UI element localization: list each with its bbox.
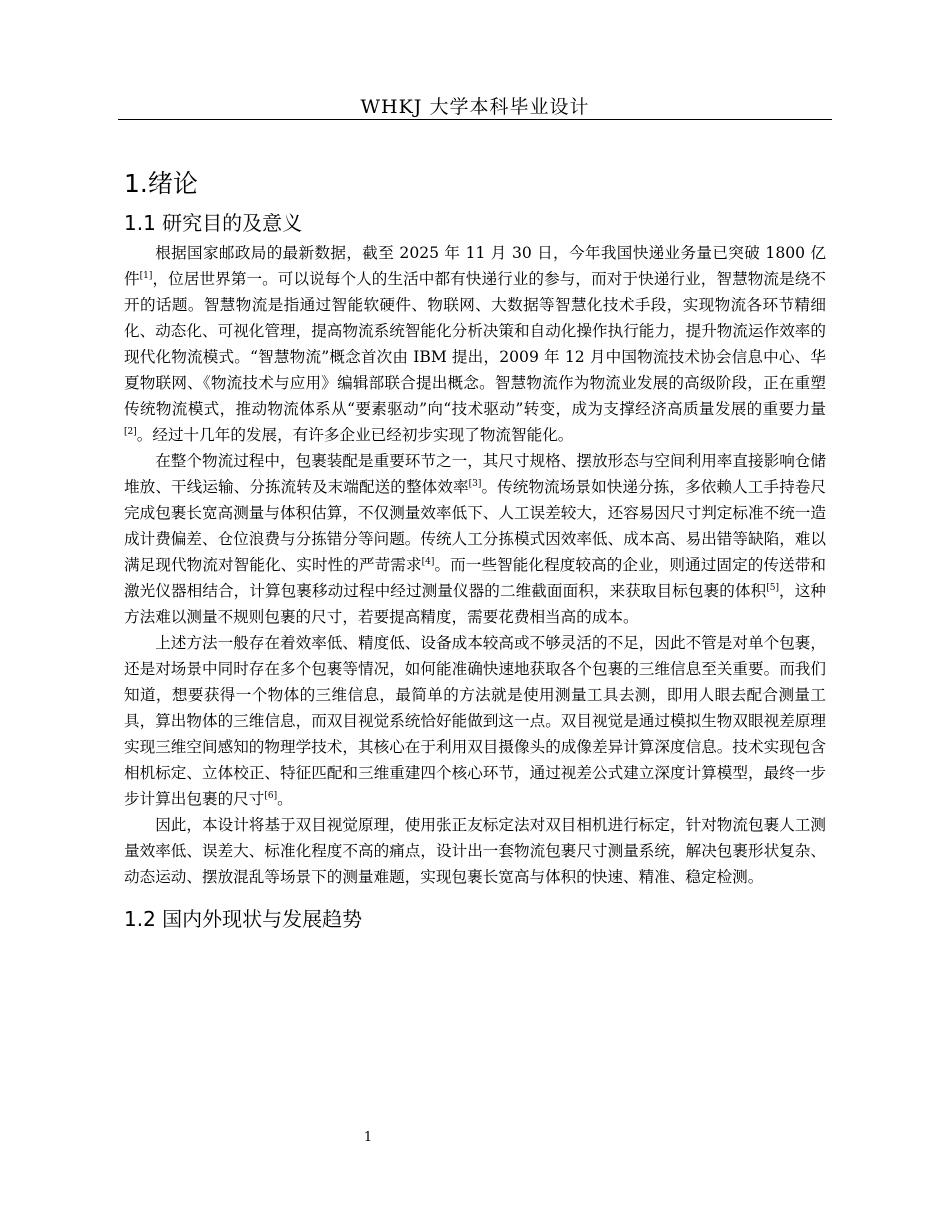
- citation-marker: [1]: [139, 270, 153, 281]
- citation-marker: [5]: [766, 582, 779, 593]
- chapter-title: 1.绪论: [124, 169, 198, 198]
- paragraph-text: 。经过十几年的发展，有许多企业已经初步实现了物流智能化。: [136, 426, 574, 444]
- citation-marker: [6]: [264, 790, 278, 801]
- body-paragraph: [124, 812, 826, 890]
- paragraph-text: 。传统物流场景如快递分拣，多依赖人工手持卷尺完成包裹长宽高测量与体积估算，不仅测量效率低下、人工误差较大，还容易因尺寸判定标准不统一造成计费偏差、仓位浪费与分拣错分等问题。传统人工分拣模式因效率低、成本高、易出错等缺陷，难以满足现代物流对智能化、实时性的严苛需求: [124, 478, 826, 574]
- paragraph-text: 根据国家邮政局的最新数据，截至 2025 年 11 月 30 日，今年我国快递业务量已突破 1800 亿件: [124, 244, 826, 288]
- body-paragraph: [124, 448, 826, 630]
- paragraph-text: 。: [277, 790, 293, 808]
- paragraph-text: 在整个物流过程中，包裹装配是重要环节之一，其尺寸规格、摆放形态与空间利用率直接影响仓储堆放、干线运输、分拣流转及末端配送的整体效率: [124, 452, 826, 496]
- section-1-1-paragraphs: [124, 240, 826, 890]
- body-paragraph: [124, 240, 826, 448]
- body-paragraph: [124, 630, 826, 812]
- paragraph-text: 因此，本设计将基于双目视觉原理，使用张正友标定法对双目相机进行标定，针对物流包裹人工测量效率低、误差大、标准化程度不高的痛点，设计出一套物流包裹尺寸测量系统，解决包裹形状复杂、动态运动、摆放混乱等场景下的测量难题，实现包裹长宽高与体积的快速、精准、稳定检测。: [124, 816, 826, 886]
- section-title-1-1: 1.1 研究目的及意义: [124, 211, 303, 235]
- header-rule: [118, 119, 832, 120]
- paragraph-text: ，位居世界第一。可以说每个人的生活中都有快递行业的参与，而对于快递行业，智慧物流是绕不开的话题。智慧物流是指通过智能软硬件、物联网、大数据等智慧化技术手段，实现物流各环节精细化、动态化、可视化管理，提高物流系统智能化分析决策和自动化操作执行能力，提升物流运作效率的现代化物流模式。“智慧物流”概念首次由 IBM 提出，2009 年 12 月中国物流技术协会信息中心、华夏物联网、《物流技术与应用》编辑部联合提出概念。智慧物流作为物流业发展的高级阶段，正在重塑传统物流模式，推动物流体系从“要素驱动”向“技术驱动”转变，成为支撑经济高质量发展的重要力量: [124, 270, 826, 418]
- section-title-1-2: 1.2 国内外现状与发展趋势: [124, 907, 363, 931]
- running-header: WHKJ 大学本科毕业设计: [360, 96, 590, 118]
- paragraph-text: 。而一些智能化程度较高的企业，则通过固定的传送带和激光仪器相结合，计算包裹移动过程中经过测量仪器的二维截面面积，来获取目标包裹的体积: [124, 556, 826, 600]
- citation-marker: [2]: [124, 426, 137, 437]
- body-text: [124, 162, 826, 936]
- paragraph-text: ，这种方法难以测量不规则包裹的尺寸，若要提高精度，需要花费相当高的成本。: [124, 582, 826, 626]
- citation-marker: [4]: [421, 556, 435, 567]
- page-number: 1: [363, 1130, 373, 1145]
- paragraph-text: 上述方法一般存在着效率低、精度低、设备成本较高或不够灵活的不足，因此不管是对单个包裹，还是对场景中同时存在多个包裹等情况，如何能准确快速地获取各个包裹的三维信息至关重要。而我们知道，想要获得一个物体的三维信息，最简单的方法就是使用测量工具去测，即用人眼去配合测量工具，算出物体的三维信息，而双目视觉系统恰好能做到这一点。双目视觉是通过模拟生物双眼视差原理实现三维空间感知的物理学技术，其核心在于利用双目摄像头的成像差异计算深度信息。技术实现包含相机标定、立体校正、特征匹配和三维重建四个核心环节，通过视差公式建立深度计算模型，最终一步步计算出包裹的尺寸: [124, 634, 826, 808]
- citation-marker: [3]: [468, 478, 482, 489]
